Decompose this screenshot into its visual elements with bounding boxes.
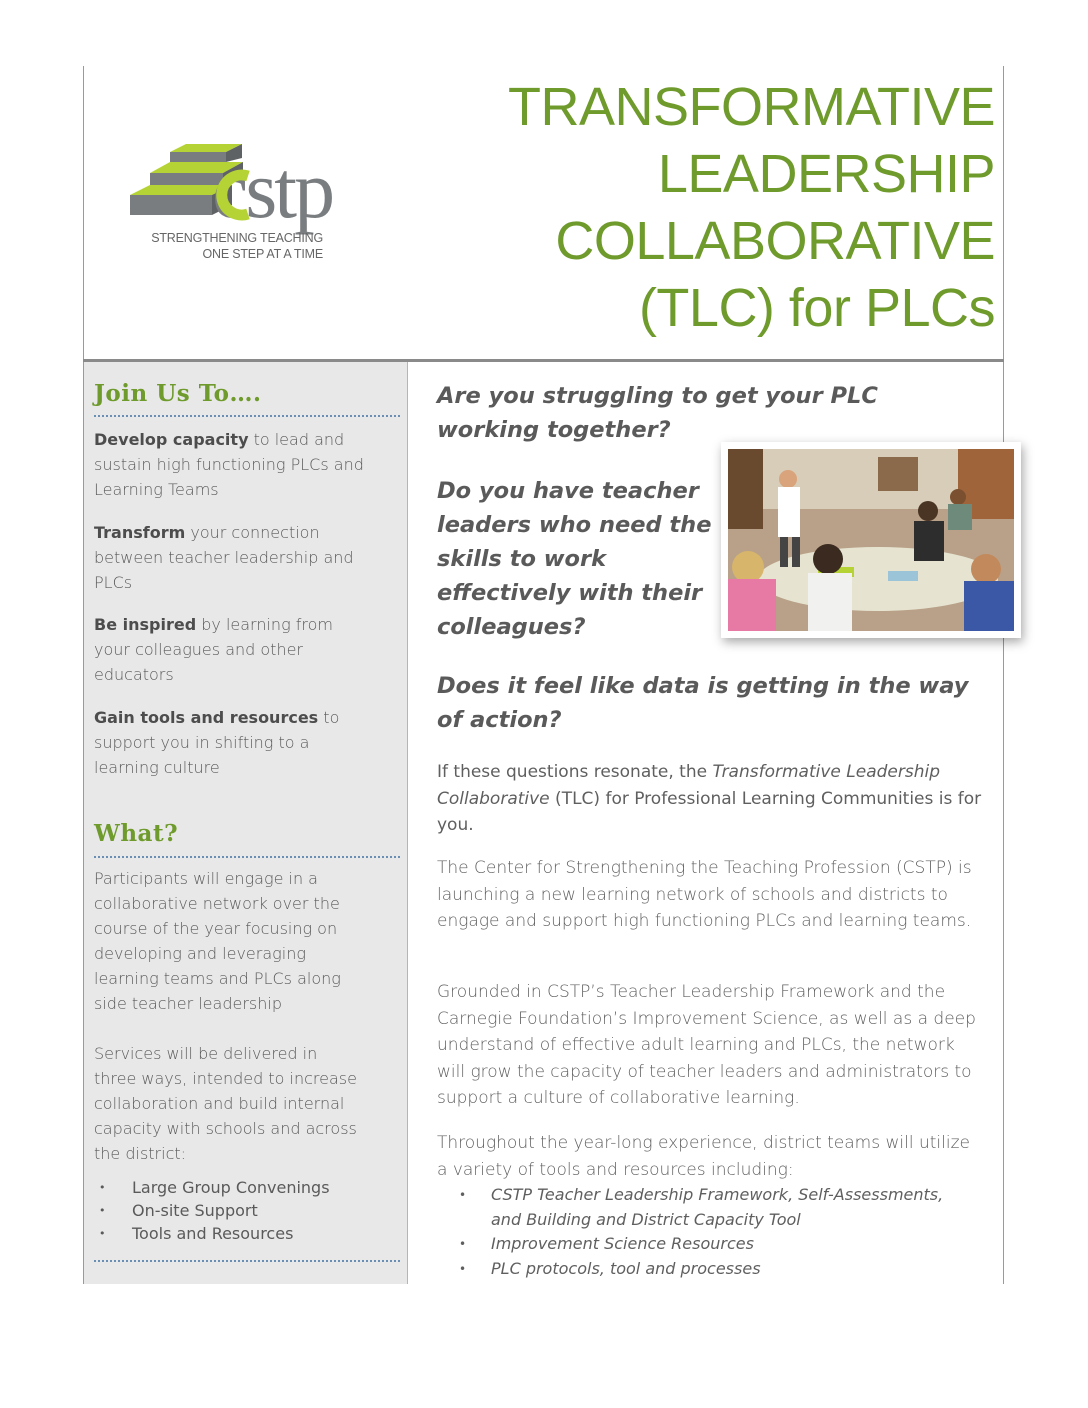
what-paragraph: Participants will engage in a collaborative network over the course of the year focusing on developing and leveraging learning teams and PLCs along side teacher leadership [94,869,341,1013]
question-3: Does it feel like data is getting in the way of action? [437,673,969,733]
join-item: Be inspired by learning from your colleagues and other educators [94,615,333,684]
list-item: • Large Group Convenings [94,1176,330,1199]
logo-tagline: STRENGTHENING TEACHING ONE STEP AT A TIME [151,231,323,261]
workshop-photo [721,442,1021,638]
list-item: • PLC protocols, tool and processes [437,1257,985,1282]
list-item: • Improvement Science Resources [437,1232,985,1257]
frame-right-border [1003,66,1004,1284]
page-title [440,74,995,342]
join-item: Develop capacity to lead and sustain high functioning PLCs and Learning Teams [94,430,364,499]
logo-wordmark: cstp [212,144,333,235]
list-item: • CSTP Teacher Leadership Framework, Self-Assessments, and Building and District Capacity Tool [437,1183,985,1232]
cstp-paragraph: The Center for Strengthening the Teaching Profession (CSTP) is launching a new learning network of schools and districts to engage and support high functioning PLCs and learning teams. [437,858,972,931]
dotted-divider [94,1260,400,1262]
sidebar [84,362,408,1284]
what-heading: What? [94,820,179,847]
dotted-divider [94,415,400,417]
list-item: • On-site Support [94,1199,330,1222]
join-item: Gain tools and resources to support you in shifting to a learning culture [94,708,340,777]
services-list [94,1176,330,1245]
workshop-photo-image [728,449,1014,631]
throughout-paragraph: Throughout the year-long experience, district teams will utilize a variety of tools and resources including: [437,1133,970,1180]
list-item: • Tools and Resources [94,1222,330,1245]
question-2: Do you have teacher leaders who need the skills to work effectively with their colleagues? [437,478,712,640]
dotted-divider [94,856,400,858]
title-line: (TLC) for PLCs [638,278,995,338]
services-paragraph: Services will be delivered in three ways, intended to increase collaboration and build internal capacity with schools and across the district: [94,1044,357,1163]
grounded-paragraph: Grounded in CSTP’s Teacher Leadership Framework and the Carnegie Foundation’s Improvement Science, as well as a deep understand of effective adult learning and PLCs, the network will grow the capacity of teacher leaders and administrators to support a culture of collaborative learning. [437,982,976,1108]
title-line: TRANSFORMATIVE [507,77,995,137]
intro-paragraph: If these questions resonate, the Transformative Leadership Collaborative (TLC) for Professional Learning Communities is for you. [437,762,982,835]
join-item: Transform your connection between teacher leadership and PLCs [94,523,354,592]
join-heading: Join Us To…. [94,380,262,407]
title-line: COLLABORATIVE [555,211,995,271]
question-1: Are you struggling to get your PLC working together? [437,383,878,443]
title-line: LEADERSHIP [657,144,995,204]
tools-list [437,1183,985,1281]
